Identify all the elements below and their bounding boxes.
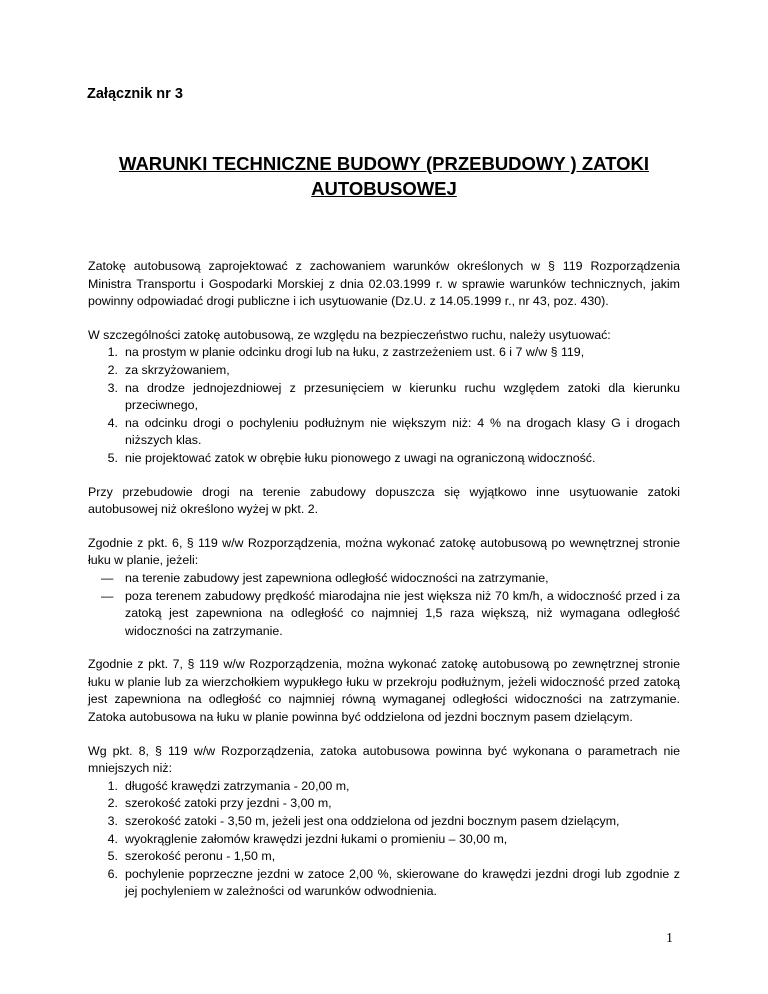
list-item: 3. na drodze jednojezdniowej z przesunięciem w kierunku ruchu względem zatoki dla kierunku przeciwnego, (107, 380, 680, 413)
list-item: 5. nie projektować zatok w obrębie łuku pionowego z uwagi na ograniczoną widoczność. (107, 450, 596, 465)
title-line-2: AUTOBUSOWEJ (311, 178, 457, 199)
pkt7-paragraph: Zgodnie z pkt. 7, § 119 w/w Rozporządzenia, można wykonać zatokę autobusową po zewnętrznej stronie łuku w planie lub za wierzchołkiem wypukłego łuku w przekroju podłużnym, jeżeli widoczność przed zatoką jest zapewniona na odległość co najmniej równą wymaganej odległości widoczności na zatrzymanie. Zatoka autobusowa na łuku w planie powinna być oddzielona od jezdni bocznym pasem dzielącym. (88, 657, 680, 725)
document-body (88, 258, 680, 917)
list-item: 1. długość krawędzi zatrzymania - 20,00 m, (107, 778, 350, 793)
list-item: 1. na prostym w planie odcinku drogi lub na łuku, z zastrzeżeniem ust. 6 i 7 w/w § 119, (107, 345, 585, 360)
list-item: 6. pochylenie poprzeczne jezdni w zatoce 2,00 %, skierowane do krawędzi jezdni drogi lub zgodnie z jej pochyleniem w zależności od warunków odwodnienia. (107, 866, 680, 899)
list-item: 4. wyokrąglenie załomów krawędzi jezdni łukami o promieniu – 30,00 m, (107, 831, 508, 846)
title-line-1: WARUNKI TECHNICZNE BUDOWY (PRZEBUDOWY ) ZATOKI (119, 153, 649, 174)
list-item: 5. szerokość peronu - 1,50 m, (107, 849, 276, 864)
pkt6-section (88, 535, 680, 641)
pkt6-intro: Zgodnie z pkt. 6, § 119 w/w Rozporządzenia, można wykonać zatokę autobusową po wewnętrznej stronie łuku w planie, jeżeli: (88, 535, 680, 568)
rebuild-paragraph: Przy przebudowie drogi na terenie zabudowy dopuszcza się wyjątkowo inne usytuowanie zatoki autobusowej niż określono wyżej w pkt. 2. (88, 484, 680, 517)
list-item: — na terenie zabudowy jest zapewniona odległość widoczności na zatrzymanie, (101, 570, 549, 585)
list-item: 2. szerokość zatoki przy jezdni - 3,00 m, (107, 796, 332, 811)
intro-paragraph: Zatokę autobusową zaprojektować z zachowaniem warunków określonych w § 119 Rozporządzenia Ministra Transportu i Gospodarki Morskiej z dnia 02.03.1999 r. w sprawie warunków technicznych, jakim powinny odpowiadać drogi publiczne i ich usytuowanie (Dz.U. z 14.05.1999 r., nr 43, poz. 430). (88, 259, 680, 309)
safety-section (88, 327, 680, 468)
pkt8-intro: Wg pkt. 8, § 119 w/w Rozporządzenia, zatoka autobusowa powinna być wykonana o parametrach nie mniejszych niż: (88, 743, 680, 776)
list-item: 2. za skrzyżowaniem, (107, 362, 230, 377)
attachment-label: Załącznik nr 3 (87, 86, 183, 102)
page-number: 1 (666, 931, 673, 946)
pkt8-section (88, 743, 680, 901)
list-item: 3. szerokość zatoki - 3,50 m, jeżeli jest ona oddzielona od jezdni bocznym pasem dzielącym, (107, 814, 620, 829)
document-title (80, 151, 688, 201)
list-item: — poza terenem zabudowy prędkość miarodajna nie jest większa niż 70 km/h, a widoczność przed i za zatoką jest zapewniona na odległość co najmniej 1,5 raza większą, niż wymagana odległość widoczności na zatrzymanie. (101, 588, 680, 638)
safety-intro: W szczególności zatokę autobusową, ze względu na bezpieczeństwo ruchu, należy usytuować: (88, 327, 611, 342)
list-item: 4. na odcinku drogi o pochyleniu podłużnym nie większym niż: 4 % na drogach klasy G i drogach niższych klas. (107, 415, 680, 448)
